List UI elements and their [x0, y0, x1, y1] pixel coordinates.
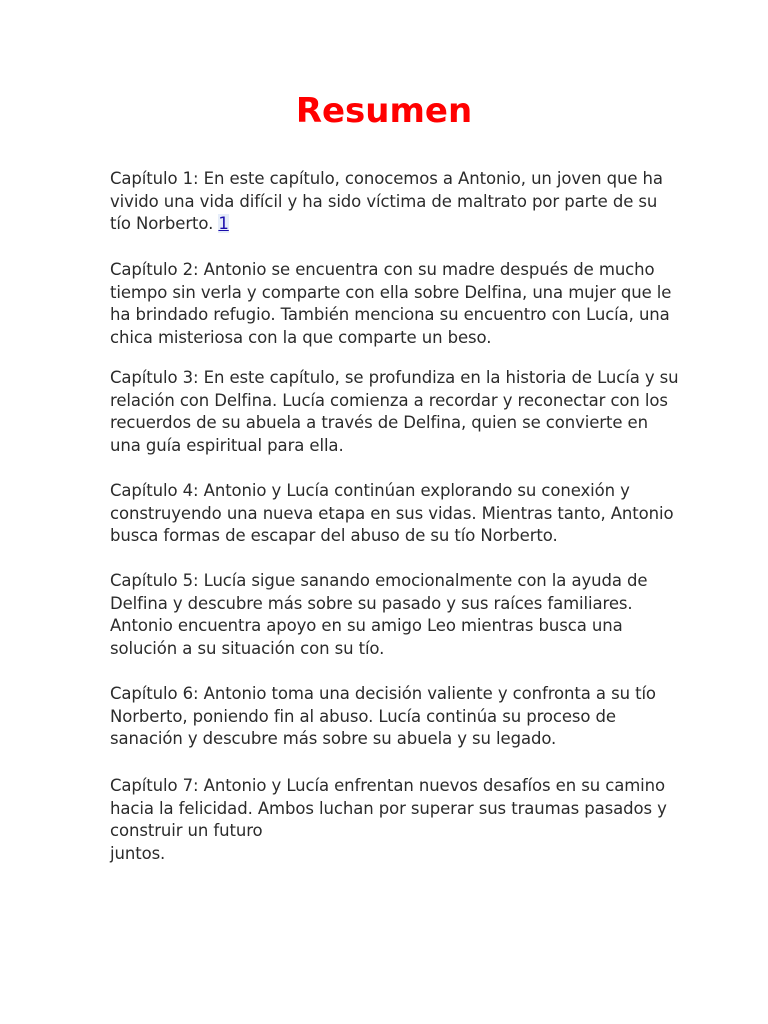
chapter-5-line-3: Antonio encuentra apoyo en su amigo Leo mientras busca una	[110, 616, 623, 636]
chapter-5-line-1: Capítulo 5: Lucía sigue sanando emocionalmente con la ayuda de	[110, 571, 648, 590]
chapter-3-summary	[110, 367, 679, 458]
chapter-1-line-1: Capítulo 1: En este capítulo, conocemos a Antonio, un joven que ha	[110, 169, 663, 188]
chapter-6-line-2: Norberto, poniendo fin al abuso. Lucía continúa su proceso de	[110, 706, 616, 726]
chapter-6-line-3: sanación y descubre más sobre su abuela y su legado.	[110, 729, 557, 749]
chapter-3-line-4: una guía espiritual para ella.	[110, 436, 344, 456]
chapter-1-summary	[110, 168, 670, 236]
chapter-2-line-4: chica misteriosa con la que comparte un beso.	[110, 328, 492, 348]
chapter-3-line-1: Capítulo 3: En este capítulo, se profundiza en la historia de Lucía y su	[110, 368, 679, 387]
chapter-2-line-2: tiempo sin verla y comparte con ella sobre Delfina, una mujer que le	[110, 282, 672, 302]
chapter-1-line-2: vivido una vida difícil y ha sido víctima de maltrato por parte de su	[110, 191, 658, 211]
chapter-1-line-3-text: tío Norberto.	[110, 214, 219, 234]
chapter-7-line-1: Capítulo 7: Antonio y Lucía enfrentan nuevos desafíos en su camino	[110, 776, 666, 795]
chapter-4-line-1: Capítulo 4: Antonio y Lucía continúan explorando su conexión y	[110, 481, 630, 500]
chapter-2-summary	[110, 259, 670, 350]
chapter-5-line-2: Delfina y descubre más sobre su pasado y sus raíces familiares.	[110, 593, 633, 613]
chapter-4-summary	[110, 480, 674, 548]
document-title: Resumen	[295, 91, 473, 131]
chapter-7-line-3: construir un futuro	[110, 821, 263, 841]
chapter-6-summary	[110, 683, 670, 751]
footnote-link[interactable]: 1	[218, 214, 229, 234]
chapter-5-summary	[110, 570, 670, 661]
chapter-6-line-1: Capítulo 6: Antonio toma una decisión valiente y confronta a su tío	[110, 684, 656, 703]
chapter-2-line-3: ha brindado refugio. También menciona su encuentro con Lucía, una	[110, 305, 670, 325]
chapter-7-summary	[110, 775, 670, 866]
chapter-2-line-1: Capítulo 2: Antonio se encuentra con su madre después de mucho	[110, 260, 655, 279]
chapter-7-line-4: juntos.	[110, 844, 166, 864]
chapter-5-line-4: solución a su situación con su tío.	[110, 639, 385, 659]
chapter-3-line-3: recuerdos de su abuela a través de Delfina, quien se convierte en	[110, 413, 648, 433]
chapter-3-line-2: relación con Delfina. Lucía comienza a recordar y reconectar con los	[110, 390, 668, 410]
chapter-4-line-2: construyendo una nueva etapa en sus vidas. Mientras tanto, Antonio	[110, 503, 674, 523]
chapter-1-line-3	[110, 213, 670, 236]
chapter-7-line-2: hacia la felicidad. Ambos luchan por superar sus traumas pasados y	[110, 798, 667, 818]
chapter-4-line-3: busca formas de escapar del abuso de su tío Norberto.	[110, 526, 558, 546]
